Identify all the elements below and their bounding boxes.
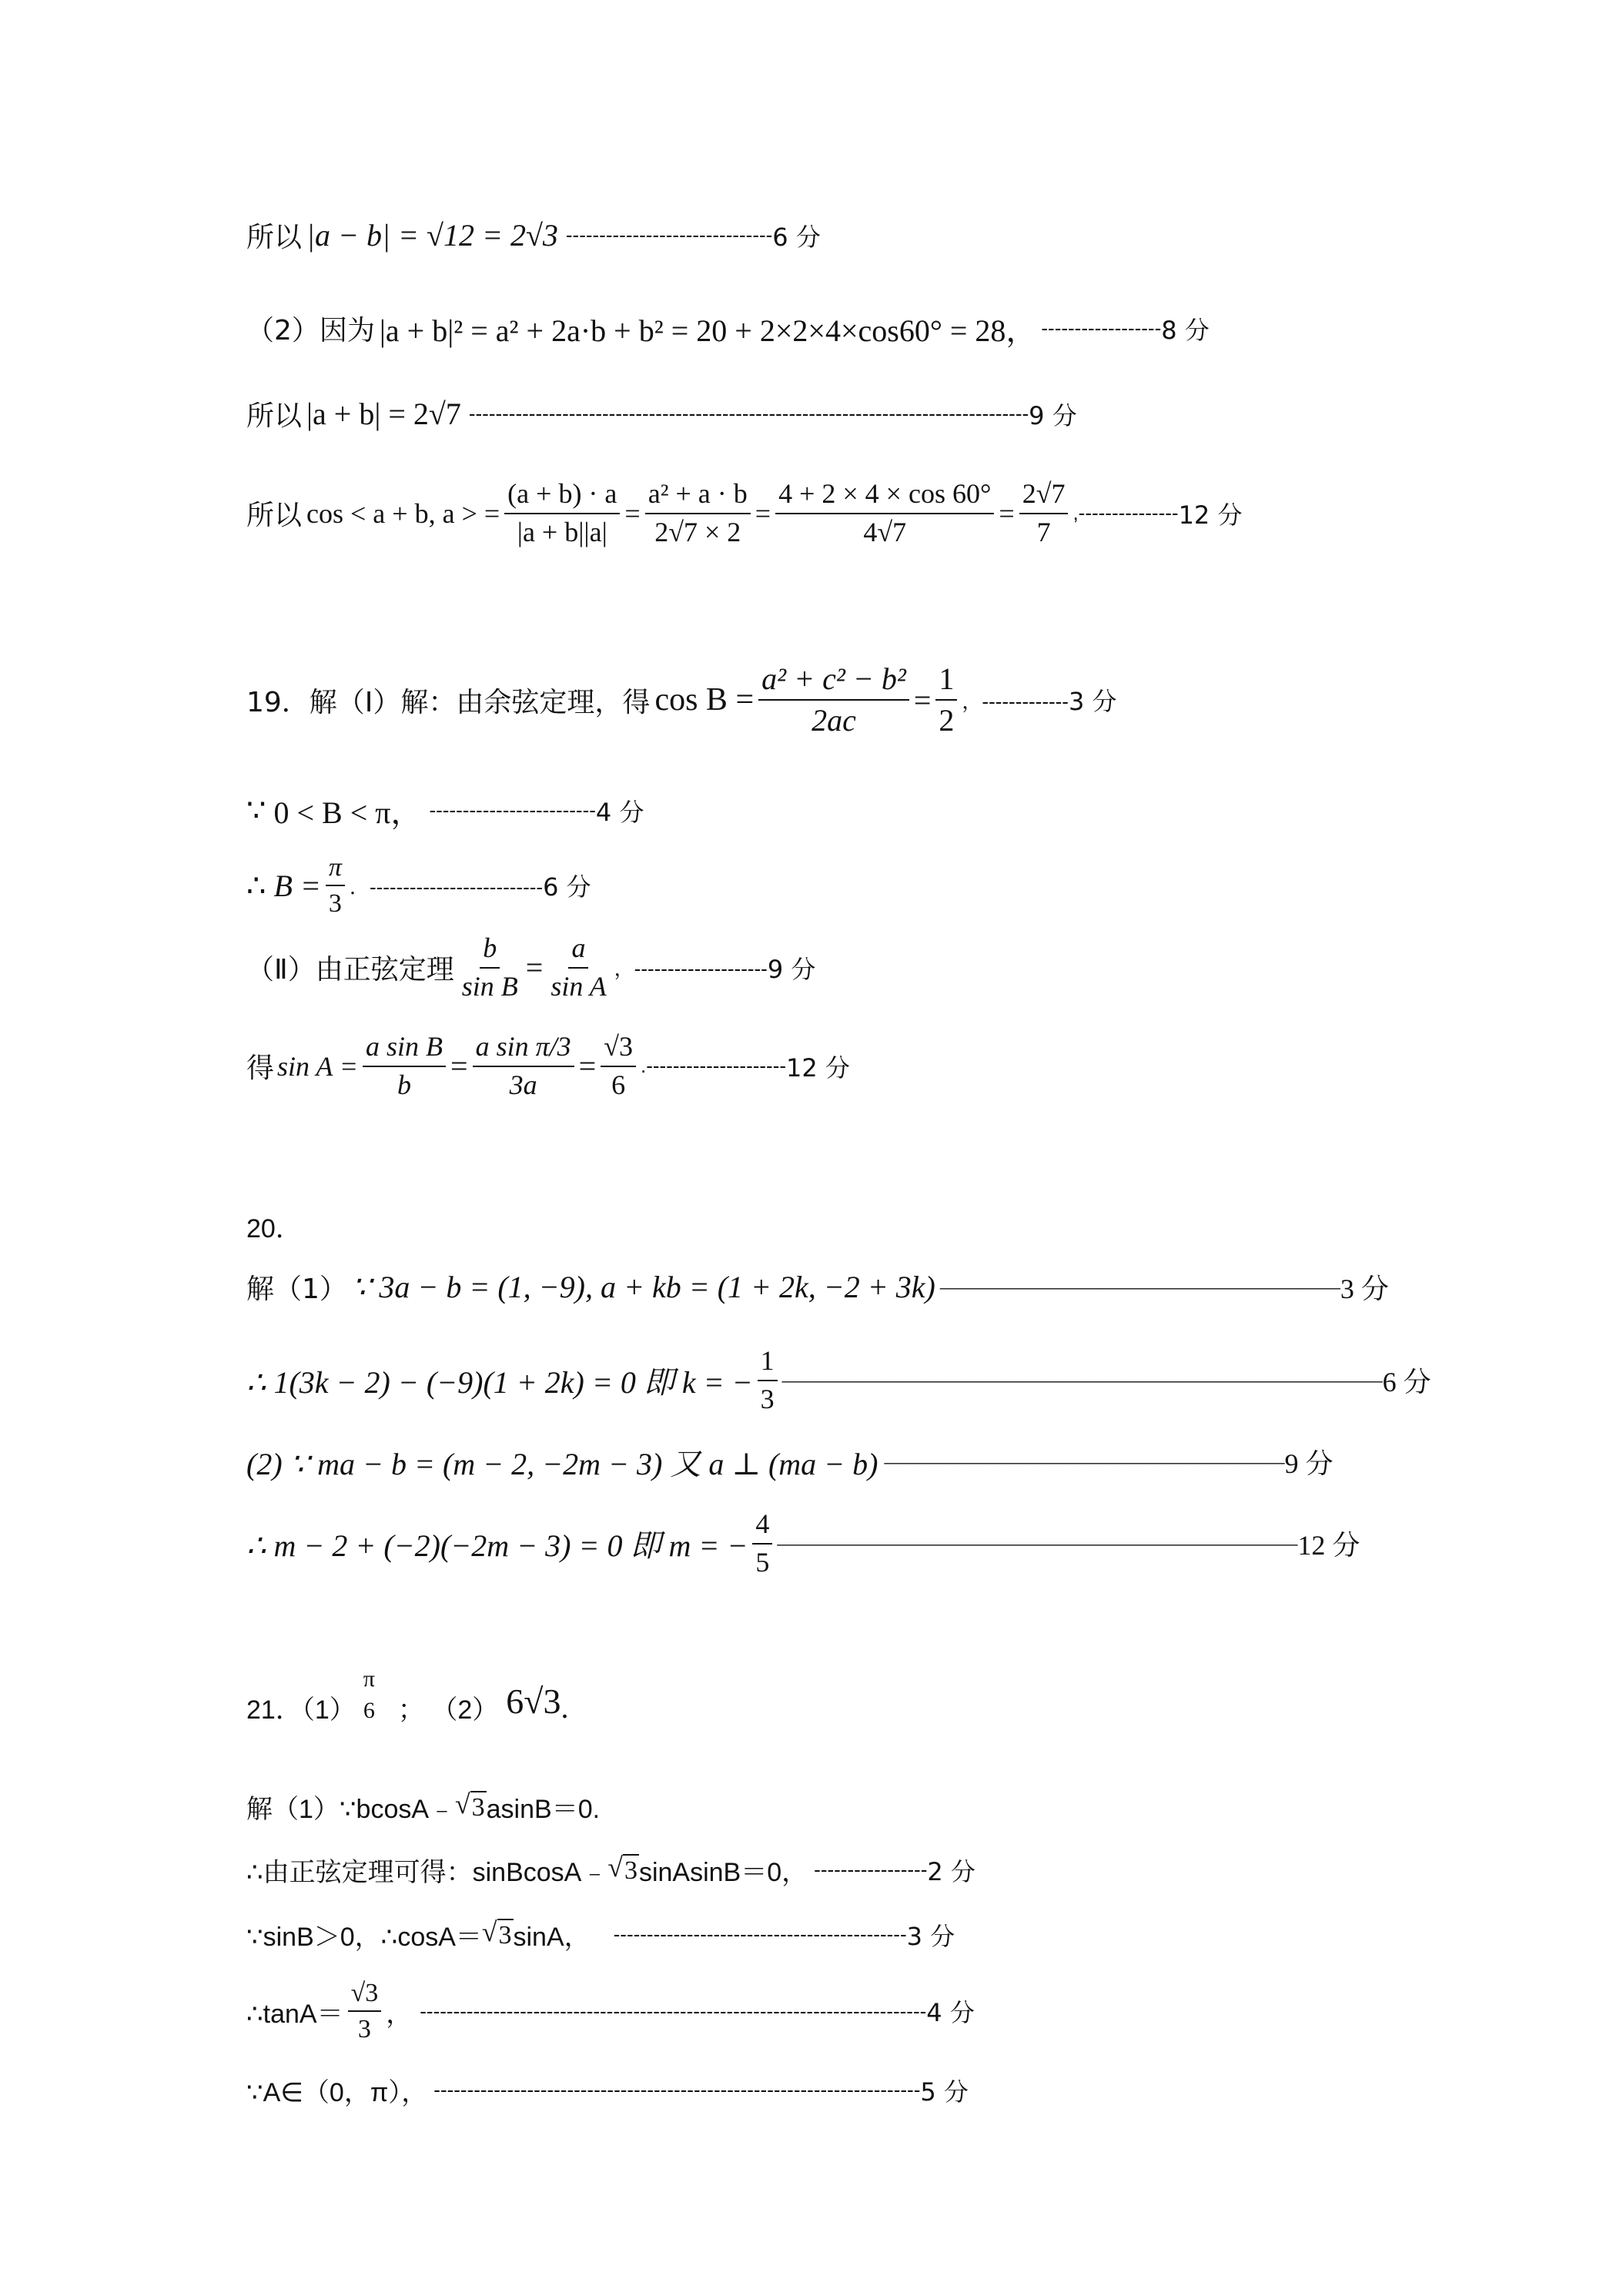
fraction-numerator: a sin π/3 [473,1032,574,1067]
fraction-denominator: b [397,1069,412,1100]
line-5-math-prefix: cos B = [654,682,755,718]
line-8-fraction-2 [547,933,609,1002]
line-9-dashes: .--------------------- [640,1054,787,1078]
fraction-denominator: 3 [328,889,342,919]
line-16 [246,1788,600,1826]
line-18 [246,1916,955,1953]
radical-sign: √ [481,1916,497,1947]
line-3-math: |a + b| = 2√7 [306,397,461,431]
line-5-score: 3 分 [1068,687,1117,716]
line-8-fraction-1 [459,933,521,1002]
fraction-denominator: 2√7 × 2 [654,516,741,547]
line-9-prefix: 得 [246,1053,275,1085]
line-3-score: 9 分 [1029,400,1077,430]
line-10 [246,1207,302,1245]
line-9 [246,1032,850,1100]
line-4-score: 12 分 [1178,500,1243,530]
fraction-numerator: 4 + 2 × 4 × cos 60° [775,479,994,514]
line-19 [246,1979,975,2044]
line-7-prefix: ∴ [246,868,266,903]
line-12 [246,1346,1431,1414]
fraction-denominator: 3a [509,1069,537,1100]
line-2-prefix: （2）因为 [246,315,375,346]
fraction-numerator: 1 [935,662,957,701]
line-4-fraction-3 [775,479,994,547]
line-11-score: 3 分 [1340,1274,1389,1304]
line-15-prefix: 21．（1） [246,1695,356,1725]
line-9-fraction-1 [363,1032,446,1100]
line-20-dashes: ------------------------------------------------------------------------- [433,2078,921,2101]
line-9-fraction-2 [473,1032,574,1100]
line-19-fraction [348,1979,382,2044]
radicand: 3 [623,1854,639,1886]
line-11-prefix: 解（1） [246,1274,347,1305]
problem-number-20: 20． [246,1214,302,1243]
line-4-fraction-4 [1019,479,1069,547]
line-1-prefix: 所以 [246,222,303,253]
line-19-score: 4 分 [926,1998,975,2028]
fraction-numerator: a² + c² − b² [758,662,909,701]
line-9-fraction-3 [601,1032,636,1100]
line-2-math: |a + b|² = a² + 2a·b + b² = 20 + 2×2×4×cos60° = 28， [379,313,1037,348]
line-15 [246,1666,569,1735]
line-7 [246,853,591,919]
line-1-score: 6 分 [772,222,821,252]
fraction-numerator: π [363,1666,375,1692]
radical-sign: √ [607,1851,623,1883]
line-13 [246,1440,1334,1484]
line-6-prefix: ∵ [246,793,266,828]
fraction-denominator: 3 [760,1383,775,1414]
line-6-math: 0 < B < π， [273,795,422,830]
line-18-post: sinA， [513,1923,591,1952]
line-9-math-prefix: sin A = [277,1050,359,1082]
line-14-score: 12 分 [1297,1530,1360,1561]
line-12-dashes: —————————————————————————————— [781,1368,1383,1391]
equals-sign: = [450,1049,468,1084]
line-12-math: ∴ 1(3k − 2) − (−9)(1 + 2k) = 0 即 k = − [246,1365,753,1401]
radical-sign: √ [455,1788,470,1819]
line-8-score: 9 分 [767,954,816,984]
line-13-dashes: ———————————————————— [884,1450,1285,1473]
line-8 [246,933,815,1002]
equals-sign: = [525,950,544,986]
line-8-prefix: （Ⅱ）由正弦定理 [246,954,454,986]
line-3-dashes: ------------------------------------------------------------------------------------ [468,402,1029,425]
line-15-end: . [561,1689,569,1725]
fraction-numerator: b [480,933,500,969]
line-4-math-prefix: cos < a + b, a > = [306,497,500,529]
line-2 [246,306,1210,350]
line-19-prefix: ∴tanA＝ [246,1999,343,2029]
line-11-math: ∵ 3a − b = (1, −9), a + kb = (1 + 2k, −2 + 3k) [351,1270,935,1304]
fraction-denominator: 3 [357,2015,371,2044]
radicand: 3 [470,1791,487,1822]
line-16-prefix: 解（1）∵bcosA﹣ [246,1795,456,1824]
fraction-denominator: |a + b||a| [517,516,607,547]
fraction-numerator: √3 [601,1032,636,1067]
line-1-math: |a − b| = √12 = 2√3 [306,218,558,253]
line-7-fraction [326,853,345,919]
sqrt-symbol [481,1916,514,1950]
line-5 [246,662,1117,738]
line-19-post: ， [386,1999,413,2029]
line-13-math: (2) ∵ ma − b = (m − 2, −2m − 3) 又 a ⊥ (ma − b) [246,1447,878,1481]
line-7-score: 6 分 [543,872,591,902]
line-18-score: 3 分 [906,1921,955,1951]
line-8-dashes: ，-------------------- [614,957,768,981]
fraction-numerator: a² + a · b [645,479,751,514]
equals-sign: = [578,1049,597,1084]
line-17-post: sinAsinB＝0， [638,1858,808,1887]
fraction-denominator: 6 [611,1069,626,1100]
line-4-dashes: ,--------------- [1073,501,1179,525]
line-19-dashes: ---------------------------------------------------------------------------- [420,1999,927,2023]
line-14-dashes: —————————————————————————— [777,1531,1298,1555]
line-6 [246,788,644,832]
line-14-fraction [752,1509,772,1578]
fraction-denominator: 4√7 [863,516,907,547]
line-14 [246,1509,1360,1578]
line-11-dashes: ———————————————————— [939,1275,1340,1298]
fraction-denominator: 6 [363,1698,375,1723]
line-16-post: asinB＝0. [486,1795,601,1824]
line-11 [246,1267,1389,1307]
fraction-numerator: 4 [752,1509,772,1545]
fraction-numerator: √3 [348,1979,382,2012]
line-14-math: ∴ m − 2 + (−2)(−2m − 3) = 0 即 m = − [246,1528,748,1564]
line-7-math-prefix: B = [273,868,321,903]
line-4 [246,479,1242,547]
line-20 [246,2071,969,2109]
line-5-dashes: ，------------- [962,689,1069,713]
line-2-dashes: ------------------ [1041,316,1162,340]
line-12-fraction [758,1346,778,1414]
line-18-dashes: -------------------------------------------- [613,1923,907,1946]
line-4-fraction-2 [645,479,751,547]
line-4-fraction-1 [504,479,620,547]
line-18-prefix: ∵sinB＞0，∴cosA＝ [246,1923,482,1952]
radicand: 3 [497,1919,514,1950]
line-3 [246,394,1077,433]
fraction-numerator: 2√7 [1019,479,1069,514]
line-17-score: 2 分 [927,1856,975,1886]
line-7-dashes: ．-------------------------- [349,875,544,899]
fraction-numerator: π [326,853,345,886]
fraction-numerator: a sin B [363,1032,446,1067]
line-1 [246,216,821,255]
line-15-mid: ； （2） [397,1695,499,1725]
line-1-dashes: ------------------------------- [565,223,773,246]
fraction-numerator: a [568,933,588,969]
line-13-score: 9 分 [1284,1448,1334,1479]
line-5-fraction-2 [935,662,957,738]
equals-sign: = [999,497,1015,529]
line-20-score: 5 分 [920,2077,969,2107]
fraction-numerator: (a + b) · a [504,479,620,514]
fraction-denominator: 7 [1036,516,1051,547]
line-20-prefix: ∵A∈（0，π）， [246,2078,428,2107]
line-9-score: 12 分 [786,1053,850,1083]
line-6-dashes: ------------------------- [429,798,596,822]
line-3-prefix: 所以 [246,400,303,432]
equals-sign: = [913,682,932,718]
equals-sign: = [624,497,641,529]
line-15-answer-2: 6√3 [506,1681,561,1721]
fraction-denominator: 2ac [812,703,856,738]
line-5-fraction-1 [758,662,909,738]
fraction-denominator: sin B [461,970,518,1002]
line-12-score: 6 分 [1382,1367,1431,1398]
line-5-prefix: 19．解（Ⅰ）解：由余弦定理，得 [246,686,651,718]
line-17 [246,1851,975,1889]
line-2-score: 8 分 [1161,315,1210,345]
line-15-fraction [360,1666,378,1723]
line-17-dashes: ----------------- [814,1858,928,1881]
fraction-numerator: 1 [758,1346,778,1381]
sqrt-symbol [455,1788,487,1822]
line-17-prefix: ∴由正弦定理可得：sinBcosA﹣ [246,1858,608,1887]
equals-sign: = [755,497,771,529]
sqrt-symbol [607,1851,639,1886]
line-6-score: 4 分 [595,797,644,827]
line-4-prefix: 所以 [246,500,303,532]
fraction-denominator: 5 [755,1546,770,1578]
fraction-denominator: 2 [939,703,955,738]
fraction-denominator: sin A [550,970,607,1002]
